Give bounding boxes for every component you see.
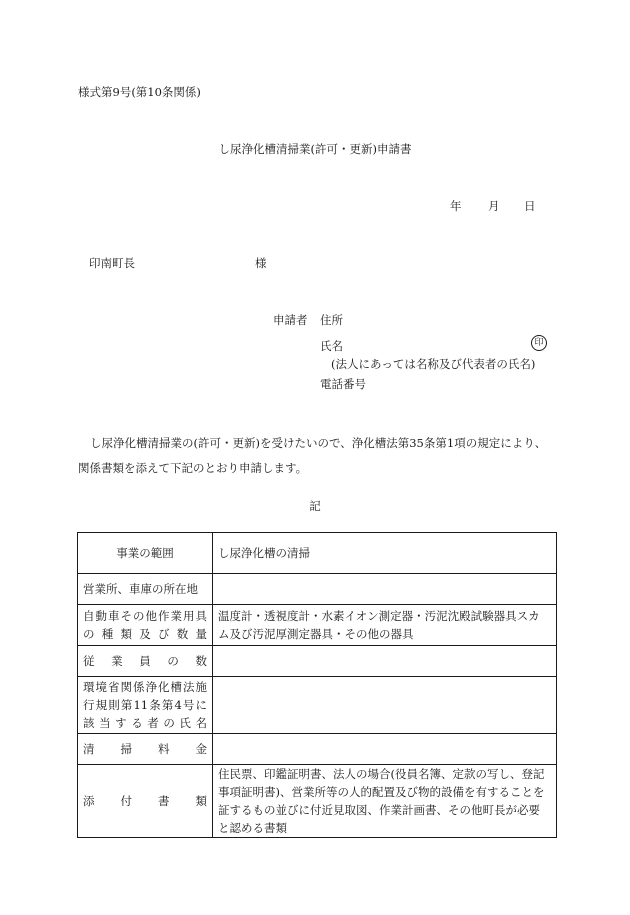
ki-heading: 記 <box>309 499 321 513</box>
phone-label: 電話番号 <box>320 377 366 391</box>
form-number: 様式第9号(第10条関係) <box>78 85 201 99</box>
row-label-qualified-persons: 環境省関係浄化槽法施行規則第11条第4号に該当する者の氏名 <box>78 677 213 734</box>
addressee-honorific: 様 <box>255 256 267 270</box>
name-note: (法人にあっては名称及び代表者の氏名) <box>331 357 536 371</box>
date-month-label: 月 <box>488 199 500 213</box>
row-value-cleaning-fee[interactable] <box>213 734 557 765</box>
row-label-office-location: 営業所、車庫の所在地 <box>78 574 213 605</box>
date-day-label: 日 <box>524 199 536 213</box>
name-label: 氏名 <box>320 339 343 353</box>
address-label: 住所 <box>320 313 343 327</box>
application-details-table <box>77 532 557 838</box>
table-row <box>78 646 557 677</box>
table-row <box>78 734 557 765</box>
table-row <box>78 605 557 646</box>
row-value-vehicles-tools: 温度計・透視度計・水素イオン測定器・汚泥沈殿試験器具スカム及び汚泥厚測定器具・その他の器具 <box>213 605 557 646</box>
statement-line-2: 関係書類を添えて下記のとおり申請します。 <box>78 461 308 475</box>
table-row <box>78 533 557 574</box>
row-value-office-location[interactable] <box>213 574 557 605</box>
applicant-label: 申請者 <box>273 313 308 327</box>
row-label-employee-count: 従業員の数 <box>78 646 213 677</box>
table-row <box>78 765 557 838</box>
row-label-vehicles-tools: 自動車その他作業用具の種類及び数量 <box>78 605 213 646</box>
date-year-label: 年 <box>450 199 462 213</box>
application-statement <box>78 431 558 481</box>
row-label-cleaning-fee: 清掃料金 <box>78 734 213 765</box>
row-value-employee-count[interactable] <box>213 646 557 677</box>
addressee-name: 印南町長 <box>89 256 135 270</box>
document-title: し尿浄化槽清掃業(許可・更新)申請書 <box>218 142 412 156</box>
seal-mark: 印 <box>531 335 547 351</box>
row-value-qualified-persons[interactable] <box>213 677 557 734</box>
statement-line-1: し尿浄化槽清掃業の(許可・更新)を受けたいので、浄化槽法第35条第1項の規定により、 <box>90 436 547 450</box>
table-row <box>78 677 557 734</box>
row-value-business-scope: し尿浄化槽の清掃 <box>213 533 557 574</box>
row-label-attachments: 添付書類 <box>78 765 213 838</box>
table-row <box>78 574 557 605</box>
row-value-attachments: 住民票、印鑑証明書、法人の場合(役員名簿、定款の写し、登記事項証明書)、営業所等の人的配置及び物的設備を有することを証するもの並びに付近見取図、作業計画書、その他町長が必要と認める書類 <box>213 765 557 838</box>
date-line <box>450 198 536 214</box>
row-label-business-scope: 事業の範囲 <box>78 533 213 574</box>
